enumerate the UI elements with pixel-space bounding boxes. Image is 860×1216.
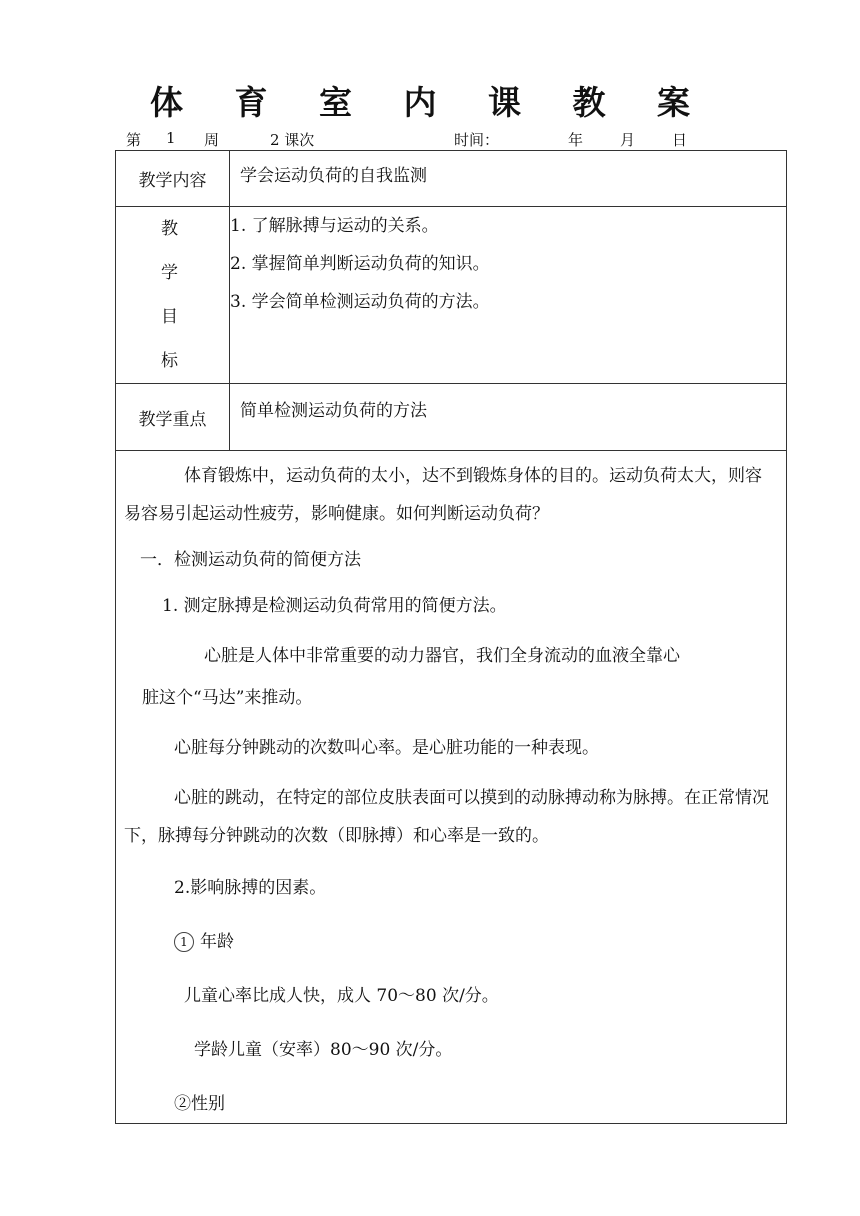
week-suffix: 周	[204, 131, 220, 149]
goal-item: 3. 学会简单检测运动负荷的方法。	[230, 292, 490, 312]
school-child-rate-line: 学龄儿童（安率）80～90 次/分。	[194, 1040, 453, 1060]
goal-item: 2. 掌握简单判断运动负荷的知识。	[230, 254, 490, 274]
week-number: 1	[166, 129, 176, 147]
goals-label-line2: 目标	[161, 307, 208, 371]
content-label: 教学内容	[116, 151, 230, 207]
circled-number-marker: 1	[174, 932, 194, 952]
heart-paragraph-line1: 心脏是人体中非常重要的动力器官，我们全身流动的血液全靠心	[204, 646, 680, 666]
lesson-body	[116, 451, 787, 1124]
subheading-pulse-method: 1. 测定脉搏是检测运动负荷常用的简便方法。	[162, 596, 507, 616]
intro-paragraph: 体育锻炼中，运动负荷的太小，达不到锻炼身体的目的。运动负荷太大，则容易容易引起运动性疲劳，影响健康。如何判断运动负荷？	[124, 466, 762, 524]
year-label: 年	[568, 131, 584, 149]
heart-rate-paragraph: 心脏每分钟跳动的次数叫心率。是心脏功能的一种表现。	[174, 738, 599, 758]
section-heading: 一．检测运动负荷的简便方法	[140, 550, 361, 570]
goals-row	[116, 207, 787, 384]
goals-label	[116, 207, 230, 384]
month-label: 月	[620, 131, 636, 149]
factors-heading: 2.影响脉搏的因素。	[174, 878, 327, 898]
focus-row	[116, 384, 787, 451]
body-row	[116, 451, 787, 1124]
heart-paragraph-line2: 脏这个“马达”来推动。	[142, 688, 313, 708]
age-label: 年龄	[200, 932, 234, 952]
goals-list	[230, 207, 787, 384]
focus-label: 教学重点	[116, 384, 230, 451]
age-item	[116, 923, 786, 961]
content-value: 学会运动负荷的自我监测	[230, 151, 787, 207]
day-label: 日	[672, 131, 688, 149]
week-prefix: 第	[126, 131, 142, 149]
focus-value: 简单检测运动负荷的方法	[230, 384, 787, 451]
goal-item: 1. 了解脉搏与运动的关系。	[230, 216, 439, 236]
gender-item: ②性别	[174, 1094, 225, 1114]
lesson-plan-table	[115, 150, 787, 1124]
lesson-meta-row	[120, 129, 780, 151]
pulse-paragraph: 心脏的跳动，在特定的部位皮肤表面可以摸到的动脉搏动称为脉搏。在正常情况下，脉搏每分钟跳动的次数（即脉搏）和心率是一致的。	[124, 788, 769, 846]
content-row	[116, 151, 787, 207]
goals-label-line1: 教学	[161, 219, 208, 283]
lesson-number: 2 课次	[270, 131, 315, 149]
page-title: 体 育 室 内 课 教 案	[150, 83, 710, 122]
time-label: 时间：	[454, 131, 500, 149]
child-rate-line: 儿童心率比成人快，成人 70～80 次/分。	[184, 986, 499, 1006]
